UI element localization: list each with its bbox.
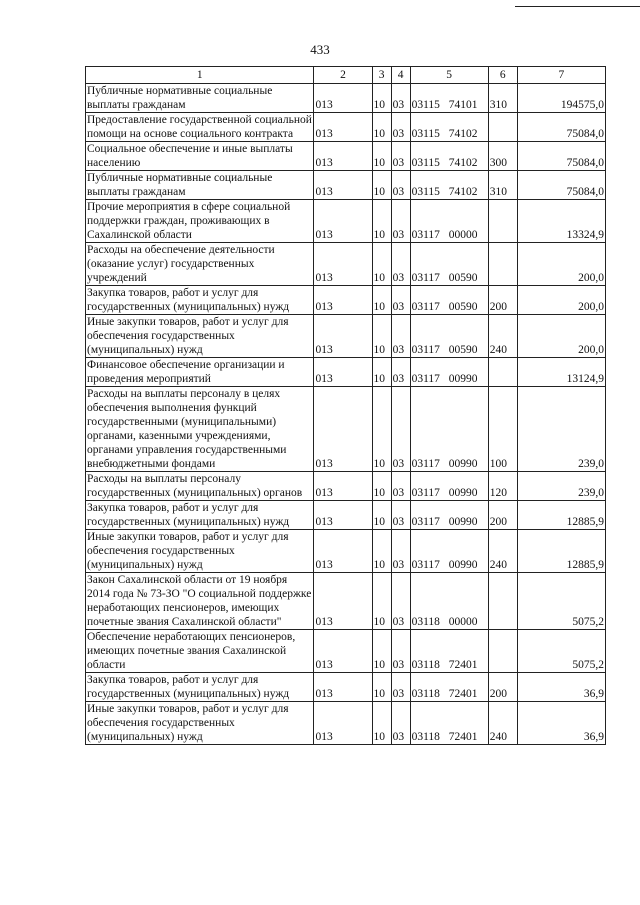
section-cell: 10 <box>372 286 391 315</box>
subsection-cell: 03 <box>391 171 410 200</box>
page-number: 433 <box>310 42 330 57</box>
code-cell: 013 <box>314 171 372 200</box>
expense-type-cell: 240 <box>488 530 517 573</box>
code-cell: 013 <box>314 573 372 630</box>
expense-type-cell <box>488 573 517 630</box>
amount-cell: 36,9 <box>517 702 605 745</box>
subsection-cell: 03 <box>391 387 410 472</box>
code-cell: 013 <box>314 702 372 745</box>
code-cell: 013 <box>314 142 372 171</box>
target-code-cell: 03117 00590 <box>410 315 488 358</box>
section-cell: 10 <box>372 530 391 573</box>
expense-type-cell: 300 <box>488 142 517 171</box>
expense-type-cell: 100 <box>488 387 517 472</box>
table-row <box>86 286 606 315</box>
table-row <box>86 501 606 530</box>
code-cell: 013 <box>314 630 372 673</box>
row-name-cell: Иные закупки товаров, работ и услуг для обеспечения государственных (муниципальных) нужд <box>86 702 314 745</box>
target-code-cell: 03115 74101 <box>410 84 488 113</box>
subsection-cell: 03 <box>391 84 410 113</box>
subsection-cell: 03 <box>391 286 410 315</box>
expense-type-cell: 200 <box>488 673 517 702</box>
table-row <box>86 387 606 472</box>
section-cell: 10 <box>372 472 391 501</box>
target-code-cell: 03117 00000 <box>410 200 488 243</box>
subsection-cell: 03 <box>391 113 410 142</box>
row-name-cell: Закупка товаров, работ и услуг для государственных (муниципальных) нужд <box>86 501 314 530</box>
header-cell: 5 <box>410 67 488 84</box>
expense-type-cell: 310 <box>488 171 517 200</box>
section-cell: 10 <box>372 200 391 243</box>
row-name-cell: Расходы на обеспечение деятельности (оказание услуг) государственных учреждений <box>86 243 314 286</box>
section-cell: 10 <box>372 358 391 387</box>
header-cell: 4 <box>391 67 410 84</box>
amount-cell: 5075,2 <box>517 573 605 630</box>
target-code-cell: 03118 00000 <box>410 573 488 630</box>
code-cell: 013 <box>314 530 372 573</box>
subsection-cell: 03 <box>391 573 410 630</box>
subsection-cell: 03 <box>391 315 410 358</box>
section-cell: 10 <box>372 573 391 630</box>
row-name-cell: Предоставление государственной социальной помощи на основе социального контракта <box>87 114 312 140</box>
target-code-cell: 03115 74102 <box>410 142 488 171</box>
target-code-cell: 03117 00990 <box>410 387 488 472</box>
code-cell: 013 <box>314 243 372 286</box>
header-row <box>86 67 606 84</box>
header-cell: 6 <box>488 67 517 84</box>
subsection-cell: 03 <box>391 630 410 673</box>
top-rule <box>515 6 640 7</box>
target-code-cell: 03115 74102 <box>410 171 488 200</box>
target-code-cell: 03117 00990 <box>410 530 488 573</box>
subsection-cell: 03 <box>391 530 410 573</box>
row-name-cell: Прочие мероприятия в сфере социальной поддержки граждан, проживающих в Сахалинской области <box>86 200 314 243</box>
target-code-cell: 03118 72401 <box>410 630 488 673</box>
table-row <box>86 243 606 286</box>
row-name-cell: Публичные нормативные социальные выплаты гражданам <box>86 84 314 113</box>
section-cell: 10 <box>372 315 391 358</box>
expense-type-cell <box>488 243 517 286</box>
expense-type-cell: 240 <box>488 315 517 358</box>
code-cell: 013 <box>314 200 372 243</box>
budget-table <box>85 66 606 745</box>
row-name-cell: Закупка товаров, работ и услуг для государственных (муниципальных) нужд <box>86 286 314 315</box>
code-cell: 013 <box>314 84 372 113</box>
row-name-cell: Социальное обеспечение и иные выплаты населению <box>86 142 314 171</box>
target-code-cell: 03117 00590 <box>410 286 488 315</box>
section-cell: 10 <box>372 243 391 286</box>
section-cell: 10 <box>372 630 391 673</box>
amount-cell: 194575,0 <box>517 84 605 113</box>
expense-type-cell <box>488 358 517 387</box>
amount-cell: 200,0 <box>517 315 605 358</box>
amount-cell: 12885,9 <box>517 501 605 530</box>
header-cell: 7 <box>517 67 605 84</box>
target-code-cell: 03118 72401 <box>410 702 488 745</box>
table-row <box>86 200 606 243</box>
target-code-cell: 03115 74102 <box>410 113 488 142</box>
target-code-cell: 03117 00590 <box>410 243 488 286</box>
amount-cell: 239,0 <box>517 387 605 472</box>
table-row <box>86 113 606 142</box>
expense-type-cell: 200 <box>488 501 517 530</box>
expense-type-cell <box>488 630 517 673</box>
row-name-cell: Иные закупки товаров, работ и услуг для обеспечения государственных (муниципальных) нужд <box>86 315 314 358</box>
section-cell: 10 <box>372 673 391 702</box>
code-cell: 013 <box>314 673 372 702</box>
subsection-cell: 03 <box>391 472 410 501</box>
amount-cell: 200,0 <box>517 243 605 286</box>
header-cell: 1 <box>86 67 314 84</box>
subsection-cell: 03 <box>391 142 410 171</box>
row-name-cell: Расходы на выплаты персоналу государственных (муниципальных) органов <box>86 472 314 501</box>
row-name-cell: Финансовое обеспечение организации и проведения мероприятий <box>86 358 314 387</box>
expense-type-cell: 240 <box>488 702 517 745</box>
table-row <box>86 358 606 387</box>
header-cell: 3 <box>372 67 391 84</box>
subsection-cell: 03 <box>391 501 410 530</box>
amount-cell: 239,0 <box>517 472 605 501</box>
expense-type-cell: 200 <box>488 286 517 315</box>
row-name-cell: Закон Сахалинской области от 19 ноября 2014 года № 73-ЗО "О социальной поддержке неработающих пенсионеров, имеющих почетные звания Сахалинской области" <box>86 573 314 630</box>
code-cell: 013 <box>314 387 372 472</box>
amount-cell: 12885,9 <box>517 530 605 573</box>
section-cell: 10 <box>372 702 391 745</box>
section-cell: 10 <box>372 142 391 171</box>
table-row <box>86 84 606 113</box>
section-cell: 10 <box>372 113 391 142</box>
subsection-cell: 03 <box>391 200 410 243</box>
table-row <box>86 673 606 702</box>
row-name-cell: Публичные нормативные социальные выплаты гражданам <box>86 171 314 200</box>
table-row <box>86 142 606 171</box>
code-cell: 013 <box>314 286 372 315</box>
row-name-cell: Иные закупки товаров, работ и услуг для обеспечения государственных (муниципальных) нужд <box>86 530 314 573</box>
code-cell: 013 <box>314 113 372 142</box>
section-cell: 10 <box>372 387 391 472</box>
amount-cell: 200,0 <box>517 286 605 315</box>
target-code-cell: 03117 00990 <box>410 358 488 387</box>
amount-cell: 75084,0 <box>517 142 605 171</box>
subsection-cell: 03 <box>391 358 410 387</box>
subsection-cell: 03 <box>391 243 410 286</box>
expense-type-cell: 310 <box>488 84 517 113</box>
expense-type-cell: 120 <box>488 472 517 501</box>
amount-cell: 75084,0 <box>517 171 605 200</box>
table-row <box>86 573 606 630</box>
target-code-cell: 03117 00990 <box>410 501 488 530</box>
amount-cell: 5075,2 <box>517 630 605 673</box>
table-row <box>86 630 606 673</box>
code-cell: 013 <box>314 472 372 501</box>
amount-cell: 75084,0 <box>517 113 605 142</box>
expense-type-cell <box>488 200 517 243</box>
target-code-cell: 03117 00990 <box>410 472 488 501</box>
table-row <box>86 315 606 358</box>
table-row <box>86 472 606 501</box>
table-row <box>86 530 606 573</box>
row-name-cell: Обеспечение неработающих пенсионеров, имеющих почетные звания Сахалинской области <box>86 630 314 673</box>
amount-cell: 13124,9 <box>517 358 605 387</box>
expense-type-cell <box>488 113 517 142</box>
subsection-cell: 03 <box>391 702 410 745</box>
section-cell: 10 <box>372 501 391 530</box>
table-row <box>86 702 606 745</box>
section-cell: 10 <box>372 84 391 113</box>
target-code-cell: 03118 72401 <box>410 673 488 702</box>
code-cell: 013 <box>314 501 372 530</box>
row-name-cell: Закупка товаров, работ и услуг для государственных (муниципальных) нужд <box>86 673 314 702</box>
row-name-cell: Расходы на выплаты персоналу в целях обеспечения выполнения функций государственными (муниципальными) органами, казенными учреждениями, органами управления государственными внебюджетными фондами <box>86 387 314 472</box>
code-cell: 013 <box>314 358 372 387</box>
code-cell: 013 <box>314 315 372 358</box>
table-body <box>86 84 606 745</box>
amount-cell: 13324,9 <box>517 200 605 243</box>
header-cell: 2 <box>314 67 372 84</box>
table-row <box>86 171 606 200</box>
amount-cell: 36,9 <box>517 673 605 702</box>
section-cell: 10 <box>372 171 391 200</box>
subsection-cell: 03 <box>391 673 410 702</box>
